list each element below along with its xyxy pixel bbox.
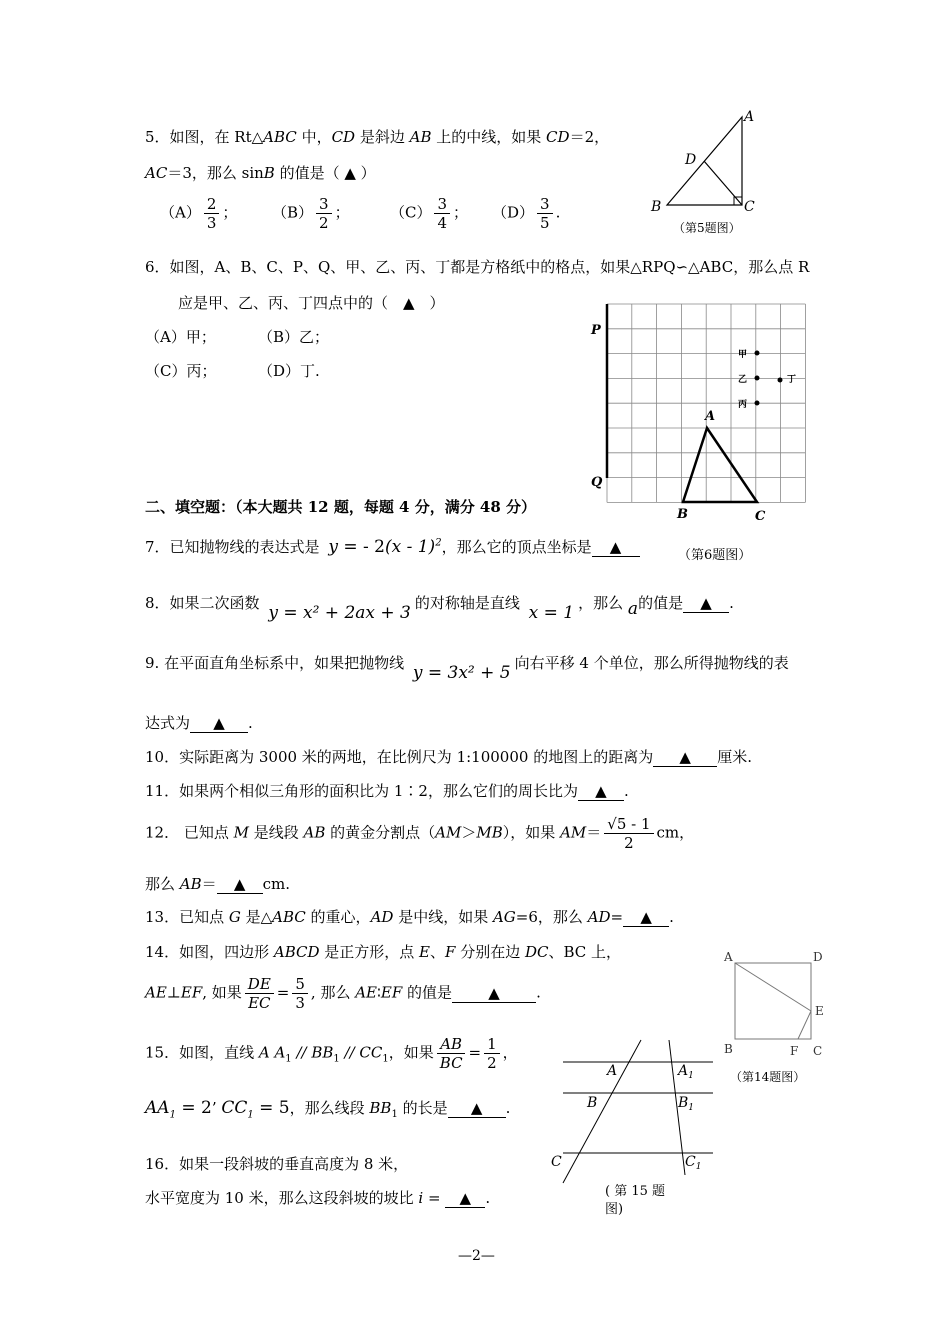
expr-part: = - 2 — [337, 537, 385, 557]
transversal-left — [563, 1040, 641, 1183]
q5-option-c — [390, 195, 468, 232]
q15 — [145, 1035, 518, 1072]
q12-var: AM — [560, 823, 587, 842]
q5-text: 上的中线，如果 — [431, 128, 547, 146]
label-a: A — [744, 109, 755, 125]
subscript: 1 — [333, 1053, 340, 1065]
q13-text: =6，那么 — [515, 908, 588, 926]
q15-text: ，如果 — [388, 1043, 434, 1062]
q7-expression — [328, 537, 441, 557]
square-abcd — [735, 963, 811, 1039]
q6-figure — [585, 300, 815, 525]
q14-text: 14．如图，四边形 — [145, 943, 274, 961]
label-c: C — [813, 1044, 823, 1058]
q14-line2 — [145, 975, 541, 1012]
q12-var: AB — [303, 823, 326, 842]
q8-end: . — [729, 594, 734, 612]
q5-ab: AB — [409, 128, 432, 146]
q14-var: ABCD — [273, 943, 320, 961]
q15-end: . — [505, 1099, 511, 1117]
q16-line2 — [145, 1187, 490, 1208]
q16-text: = — [423, 1189, 446, 1207]
q15-var: BB — [311, 1043, 334, 1062]
expr-part: AA — [145, 1098, 170, 1118]
option-label: （B） — [272, 203, 314, 222]
q10-text: 10．实际距离为 3000 米的两地，在比例尺为 1:100000 的地图上的距离为 — [145, 748, 654, 766]
q12-text: cm， — [656, 823, 695, 842]
q9-line2 — [145, 712, 253, 733]
subscript: 1 — [688, 1103, 695, 1113]
numerator: 1 — [484, 1035, 500, 1054]
denominator: 4 — [437, 214, 448, 232]
denominator: 3 — [295, 994, 305, 1012]
expr-part: y — [328, 537, 338, 557]
q12-text: 12． 已知点 — [145, 823, 234, 842]
fraction — [537, 195, 553, 232]
q5-abc: ABC — [263, 128, 297, 146]
numerator: 3 — [434, 195, 450, 214]
q9-text: 向右平移 4 个单位，那么所得抛物线的表 — [514, 654, 789, 672]
expr-part: = 2 — [175, 1098, 212, 1118]
q6-option-c: （C）丙； — [145, 362, 217, 380]
segment-ef — [798, 1011, 811, 1039]
q12 — [145, 815, 694, 852]
q8-text: 的对称轴是直线 — [414, 594, 520, 612]
q14-text: 的值是 — [402, 983, 453, 1002]
q12-text: 是线段 — [248, 823, 304, 842]
label-bing: 丙 — [738, 400, 748, 410]
q5-text: ＝3，那么 sin — [167, 164, 264, 182]
numerator: √5 - 1 — [604, 815, 653, 834]
subscript: 1 — [695, 1162, 702, 1172]
q15-var: CC — [359, 1043, 383, 1062]
label-q: Q — [591, 475, 603, 490]
label-ding: 丁 — [787, 375, 797, 385]
q14-text: 、 — [430, 943, 446, 961]
q13-var: AG — [492, 908, 516, 926]
label-a: A — [724, 950, 733, 964]
q15-text: ， — [502, 1043, 518, 1062]
section-title: 二、填空题：（本大题共 12 题，每题 4 分，满分 48 分） — [145, 498, 537, 516]
q12-var: AB — [179, 875, 202, 893]
figure-caption: （第14题图） — [730, 1070, 806, 1084]
q5-ac: AC — [145, 164, 168, 182]
q12-var: MB — [476, 823, 503, 842]
q8-expression-2: x = 1 — [528, 603, 575, 623]
q5-figure — [645, 105, 765, 240]
q9-end: . — [248, 714, 253, 732]
q7-text: ，那么它的顶点坐标是 — [441, 538, 592, 556]
q14-end: . — [536, 983, 541, 1002]
label-c: C — [755, 509, 766, 524]
q14-var: F — [445, 943, 456, 961]
q5-option-a — [160, 195, 237, 232]
option-tail: ； — [453, 203, 469, 222]
label-e: E — [815, 1004, 824, 1018]
q14-figure — [718, 945, 833, 1090]
q14-text: , 那么 — [310, 983, 356, 1002]
label-c: C — [744, 199, 755, 215]
fraction — [316, 195, 332, 232]
expr-part: (x - 1) — [384, 537, 436, 557]
grid — [607, 304, 805, 502]
fraction — [292, 975, 308, 1012]
label-a: A — [607, 1063, 618, 1079]
denominator: 2 — [319, 214, 329, 232]
answer-blank[interactable]: ▲ — [190, 714, 248, 733]
q14-text: 是正方形，点 — [319, 943, 420, 961]
fraction — [204, 195, 220, 232]
q13-text: 是中线，如果 — [393, 908, 493, 926]
label-b: B — [724, 1042, 733, 1056]
q9-text: 达式为 — [145, 714, 191, 732]
q9-text: 9. 在平面直角坐标系中，如果把抛物线 — [145, 654, 405, 672]
q14-var: E — [419, 943, 430, 961]
label-text: B — [678, 1095, 689, 1111]
q15-text: // — [339, 1043, 360, 1062]
q15-line2: $AA_1 = 2$’ $CC_1 = 5$，那么线段 $BB_1$ 的长是 ▲ . — [145, 1098, 511, 1121]
denominator: 2 — [624, 834, 634, 852]
q13-var: AD — [587, 908, 611, 926]
q13-text: 的重心， — [305, 908, 371, 926]
q12-text: ＝ — [586, 823, 602, 842]
q10 — [145, 746, 752, 767]
answer-blank[interactable]: ▲ — [683, 594, 729, 613]
subscript: 1 — [169, 1109, 176, 1121]
q12-text: 那么 — [145, 875, 180, 893]
answer-blank[interactable]: ▲ — [448, 1099, 506, 1118]
option-label: （A） — [160, 203, 201, 222]
q9-expression: y = 3x² + 5 — [412, 663, 511, 683]
answer-blank[interactable]: ▲ — [452, 984, 536, 1003]
q5-cd: CD — [331, 128, 356, 146]
label-text: A — [678, 1063, 689, 1079]
numerator: 5 — [292, 975, 308, 994]
label-c: C — [551, 1154, 562, 1170]
figure-caption: ( 第 15 题 — [605, 1184, 666, 1199]
q16-var: i — [418, 1189, 424, 1207]
numerator: 3 — [316, 195, 332, 214]
q14-text: = — [276, 983, 290, 1002]
denominator: EC — [248, 994, 271, 1012]
numerator: AB — [437, 1035, 465, 1054]
figure-caption-2: 图) — [605, 1202, 624, 1217]
numerator: 3 — [537, 195, 553, 214]
q11 — [145, 780, 629, 801]
label-a1 — [676, 1063, 694, 1081]
label-c1 — [685, 1154, 701, 1172]
point-ding — [778, 378, 783, 383]
q14-text: 、BC 上， — [548, 943, 622, 961]
point-yi — [755, 376, 760, 381]
fraction — [604, 815, 653, 852]
q6-caption: （第6题图） — [678, 548, 752, 563]
answer-blank[interactable]: ▲ — [623, 908, 669, 927]
q12-text: ＝ — [201, 875, 217, 893]
q5-option-b — [272, 195, 350, 232]
q6-option-a: （A）甲； — [145, 328, 216, 346]
q6-line2 — [178, 292, 445, 313]
numerator: DE — [245, 975, 274, 994]
segment-ae — [735, 963, 811, 1011]
label-d: D — [685, 152, 697, 168]
q5-text: ＝2， — [569, 128, 610, 146]
q8 — [145, 592, 734, 623]
q13-var: ABC — [272, 908, 306, 926]
q14-text: 分别在边 — [455, 943, 525, 961]
q14 — [145, 941, 621, 962]
label-a: A — [705, 409, 716, 424]
q14-text: ∶ — [377, 983, 381, 1002]
option-tail: ； — [222, 203, 238, 222]
q5-cd2: CD — [546, 128, 570, 146]
q15-figure — [545, 1035, 715, 1220]
label-b1 — [677, 1095, 694, 1113]
fraction — [245, 975, 274, 1012]
label-p: P — [591, 323, 601, 338]
q12-text: cm. — [262, 875, 291, 893]
option-tail: ； — [334, 203, 350, 222]
subscript: 1 — [382, 1053, 389, 1065]
q15-text: ，那么线段 — [289, 1099, 370, 1117]
q16-line1: 16．如果一段斜坡的垂直高度为 8 米， — [145, 1155, 409, 1173]
q5-text: 是斜边 — [355, 128, 410, 146]
q5-text: 的值是（ ▲ ） — [274, 164, 376, 182]
q15-expr-aa1 — [145, 1098, 212, 1121]
denominator: 3 — [206, 214, 217, 232]
q13-end: . — [669, 908, 674, 926]
point-bing — [755, 401, 760, 406]
option-label: （C） — [390, 203, 432, 222]
label-b: B — [587, 1095, 598, 1111]
q8-var: a — [627, 599, 639, 619]
q5-line1 — [145, 126, 609, 147]
q15-var: A A — [258, 1043, 286, 1062]
q15-text: = — [468, 1043, 482, 1062]
q12-text: 的黄金分割点（ — [325, 823, 436, 842]
expr-part: CC — [221, 1098, 248, 1118]
answer-blank[interactable]: ▲ — [217, 875, 263, 894]
expr-part: = 5 — [253, 1098, 290, 1118]
answer-blank[interactable]: ▲ — [445, 1189, 485, 1208]
q16-text: 水平宽度为 10 米，那么这段斜坡的坡比 — [145, 1189, 419, 1207]
q7 — [145, 536, 640, 557]
q8-text: ，那么 — [578, 594, 624, 612]
page-number: —2— — [458, 1248, 495, 1264]
subscript: 1 — [391, 1109, 398, 1120]
q13-text: 是△ — [240, 908, 273, 926]
q5-b: B — [263, 164, 275, 182]
q8-text: 8．如果二次函数 — [145, 594, 260, 612]
q11-text: 11．如果两个相似三角形的面积比为 1∶2，那么它们的周长比为 — [145, 782, 578, 800]
answer-blank[interactable]: ▲ — [592, 538, 640, 557]
q6-option-d: （D）丁. — [258, 362, 320, 380]
answer-blank[interactable]: ▲ — [653, 748, 717, 767]
subscript: 1 — [688, 1071, 694, 1081]
label-b: B — [651, 199, 662, 215]
q8-expression: y = x² + 2ax + 3 — [268, 603, 411, 623]
q13-text: = — [610, 908, 624, 926]
figure-caption: （第5题图） — [673, 221, 741, 235]
label-b: B — [677, 507, 688, 522]
q13-var: AD — [370, 908, 394, 926]
q5-option-d — [492, 195, 560, 232]
numerator: 2 — [204, 195, 220, 214]
fraction — [437, 1035, 466, 1072]
q12-var: AM — [435, 823, 462, 842]
q12-line2 — [145, 873, 290, 894]
point-jia — [755, 351, 760, 356]
subscript: 1 — [285, 1053, 292, 1065]
answer-blank[interactable]: ▲ — [578, 782, 624, 801]
q7-text: 7．已知抛物线的表达式是 — [145, 538, 320, 556]
denominator: BC — [439, 1054, 463, 1072]
q9 — [145, 652, 789, 683]
option-tail: . — [555, 203, 561, 222]
q12-var: M — [233, 823, 249, 842]
label-f: F — [790, 1044, 799, 1058]
denominator: 2 — [487, 1054, 497, 1072]
q13-var: G — [228, 908, 241, 926]
fraction — [484, 1035, 500, 1072]
q5-text: 5．如图，在 Rt△ — [145, 128, 264, 146]
median-cd — [704, 161, 742, 205]
option-label: （D） — [492, 203, 535, 222]
q14-var: EF — [380, 983, 403, 1002]
fraction — [434, 195, 450, 232]
q15-expr-cc1 — [221, 1098, 290, 1121]
subscript: 1 — [247, 1109, 254, 1121]
q14-text: , 如果 — [202, 983, 242, 1002]
label-d: D — [813, 950, 823, 964]
q10-text: 厘米. — [717, 748, 752, 766]
expr-sup: 2 — [435, 537, 442, 549]
q14-var: AE⊥EF — [145, 983, 203, 1002]
q15-text: // — [291, 1043, 312, 1062]
q5-line2 — [145, 162, 376, 183]
q15-var: BB — [369, 1099, 392, 1117]
q16-end: . — [485, 1189, 491, 1207]
q12-text: ＞ — [461, 823, 477, 842]
q11-end: . — [623, 782, 629, 800]
q12-text: ），如果 — [502, 823, 561, 842]
label-jia: 甲 — [738, 350, 748, 360]
denominator: 5 — [540, 214, 550, 232]
q14-var: DC — [524, 943, 549, 961]
q6-option-b: （B）乙； — [258, 328, 330, 346]
q13-text: 13．已知点 — [145, 908, 229, 926]
q14-var: AE — [355, 983, 378, 1002]
label-text: C — [685, 1154, 696, 1170]
q6-text: 6．如图，A、B、C、P、Q、甲、乙、丙、丁都是方格纸中的格点，如果△RPQ∽△ABC，那么点 R — [145, 258, 810, 276]
label-yi: 乙 — [738, 375, 748, 385]
q13 — [145, 906, 674, 927]
q8-text: 的值是 — [638, 594, 684, 612]
triangle-abc — [683, 428, 757, 502]
q6-text: 应是甲、乙、丙、丁四点中的（ ▲ ） — [178, 294, 445, 312]
q15-text: 的长是 — [397, 1099, 448, 1117]
q6-line1 — [145, 256, 809, 277]
q15-text: 15．如图，直线 — [145, 1043, 259, 1062]
q5-text: 中， — [296, 128, 332, 146]
